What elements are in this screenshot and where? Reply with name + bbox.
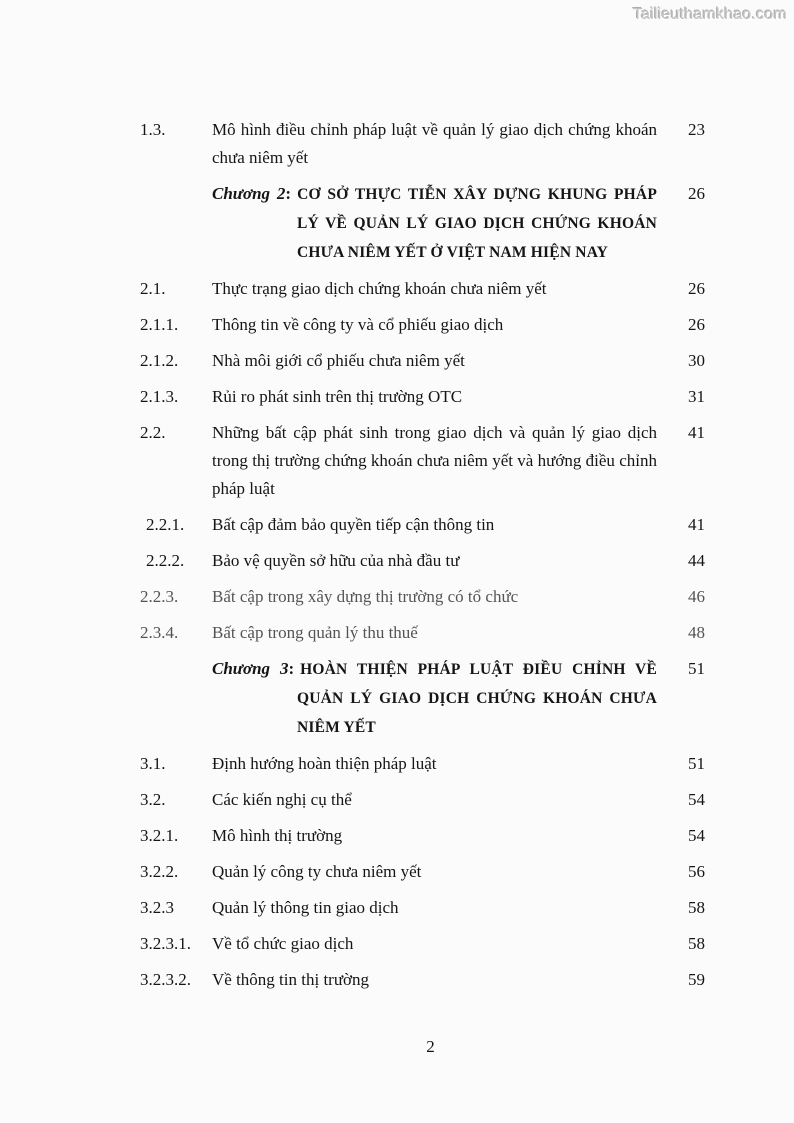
toc-entry-page: 30 [688, 351, 705, 370]
toc-entry-title: Quản lý công ty chưa niêm yết [212, 862, 422, 881]
toc-entry [140, 311, 705, 339]
toc-entry-page: 54 [688, 790, 705, 809]
toc-entry-page: 54 [688, 826, 705, 845]
toc-entry-title: Nhà môi giới cổ phiếu chưa niêm yết [212, 351, 465, 370]
toc-entry-page: 26 [688, 315, 705, 334]
toc-entry-title: Định hướng hoàn thiện pháp luật [212, 754, 437, 773]
toc-entry-number: 2.1.1. [140, 315, 179, 334]
page-footer [148, 1033, 713, 1061]
toc-entry-number: 3.2.3.1. [140, 934, 191, 953]
toc-entry-title: Thông tin về công ty và cổ phiếu giao dịch [212, 315, 504, 334]
toc-entry-page: 58 [688, 934, 705, 953]
toc-entry-page: 23 [688, 120, 705, 139]
toc-chapter-title [212, 655, 657, 742]
toc-entry-title: Rủi ro phát sinh trên thị trường OTC [212, 387, 463, 406]
toc-entry-number: 3.2.3 [140, 898, 174, 917]
toc-entry-number: 3.2.3.2. [140, 970, 191, 989]
toc-entry-page: 48 [688, 623, 705, 642]
table-of-contents [140, 116, 705, 1002]
toc-entry [140, 347, 705, 375]
toc-entry-number: 3.2. [140, 790, 166, 809]
toc-chapter-title [212, 180, 657, 267]
toc-entry-number: 2.1.3. [140, 387, 179, 406]
toc-entry-title: Bảo vệ quyền sở hữu của nhà đầu tư [212, 551, 460, 570]
toc-entry-page: 58 [688, 898, 705, 917]
chapter-colon: : [288, 659, 295, 678]
toc-entry-number: 3.2.2. [140, 862, 179, 881]
toc-entry [140, 894, 705, 922]
toc-entry-number: 3.2.1. [140, 826, 179, 845]
toc-entry-number: 3.1. [140, 754, 166, 773]
toc-entry [140, 275, 705, 303]
toc-entry [140, 858, 705, 886]
chapter-colon: : [285, 184, 292, 203]
toc-entry-number: 2.2.3. [140, 587, 179, 606]
toc-entry-number: 2.1.2. [140, 351, 179, 370]
toc-entry-page: 26 [688, 279, 705, 298]
toc-entry [140, 786, 705, 814]
toc-entry-title: Bất cập đảm bảo quyền tiếp cận thông tin [212, 515, 495, 534]
toc-entry-page: 41 [688, 423, 705, 442]
toc-entry-page: 56 [688, 862, 705, 881]
chapter-label: Chương 3 [212, 659, 289, 678]
toc-entry-page: 26 [688, 184, 705, 203]
footer-page-number: 2 [426, 1037, 435, 1056]
toc-entry-title: Thực trạng giao dịch chứng khoán chưa niêm yết [212, 279, 547, 298]
toc-entry-title: Mô hình thị trường [212, 826, 343, 845]
toc-entry [140, 966, 705, 994]
toc-entry-page: 46 [688, 587, 705, 606]
toc-entry-title: Mô hình điều chỉnh pháp luật về quản lý giao dịch chứng khoán chưa niêm yết [212, 120, 657, 167]
toc-entry [140, 383, 705, 411]
toc-entry [140, 750, 705, 778]
toc-entry-number: 1.3. [140, 120, 166, 139]
toc-entry-title: Những bất cập phát sinh trong giao dịch và quản lý giao dịch trong thị trường chứng khoán chưa niêm yết và hướng điều chỉnh pháp luật [212, 423, 657, 498]
toc-entry-page: 59 [688, 970, 705, 989]
toc-entry-title: Bất cập trong xây dựng thị trường có tổ chức [212, 587, 519, 606]
toc-entry-number: 2.1. [140, 279, 166, 298]
chapter-heading-text: HOÀN THIỆN PHÁP LUẬT ĐIỀU CHỈNH VỀ QUẢN LÝ GIAO DỊCH CHỨNG KHOÁN CHƯA NIÊM YẾT [297, 661, 657, 736]
toc-entry-number: 2.2. [140, 423, 166, 442]
toc-chapter-entry [140, 655, 705, 742]
toc-entry-title: Quản lý thông tin giao dịch [212, 898, 399, 917]
toc-entry-title: Về tổ chức giao dịch [212, 934, 354, 953]
toc-entry [140, 930, 705, 958]
toc-entry [140, 583, 705, 611]
toc-entry-page: 41 [688, 515, 705, 534]
toc-chapter-entry [140, 180, 705, 267]
toc-entry-number: 2.2.2. [146, 551, 185, 570]
watermark-text: Tailieuthamkhao.com [632, 6, 787, 23]
toc-entry-title: Về thông tin thị trường [212, 970, 370, 989]
toc-entry [140, 419, 705, 503]
toc-entry-page: 44 [688, 551, 705, 570]
toc-entry [140, 511, 705, 539]
toc-entry-page: 51 [688, 659, 705, 678]
toc-entry-title: Bất cập trong quản lý thu thuế [212, 623, 418, 642]
toc-entry [140, 116, 705, 172]
toc-entry-number: 2.2.1. [146, 515, 185, 534]
toc-entry [140, 822, 705, 850]
toc-entry-page: 51 [688, 754, 705, 773]
chapter-heading-text: CƠ SỞ THỰC TIỄN XÂY DỰNG KHUNG PHÁP LÝ VỀ QUẢN LÝ GIAO DỊCH CHỨNG KHOÁN CHƯA NIÊM YẾT Ở VIỆT NAM HIỆN NAY [297, 186, 657, 261]
chapter-label: Chương 2 [212, 184, 286, 203]
toc-entry [140, 619, 705, 647]
toc-entry-number: 2.3.4. [140, 623, 179, 642]
toc-entry-page: 31 [688, 387, 705, 406]
toc-entry-title: Các kiến nghị cụ thể [212, 790, 352, 809]
toc-entry [140, 547, 705, 575]
